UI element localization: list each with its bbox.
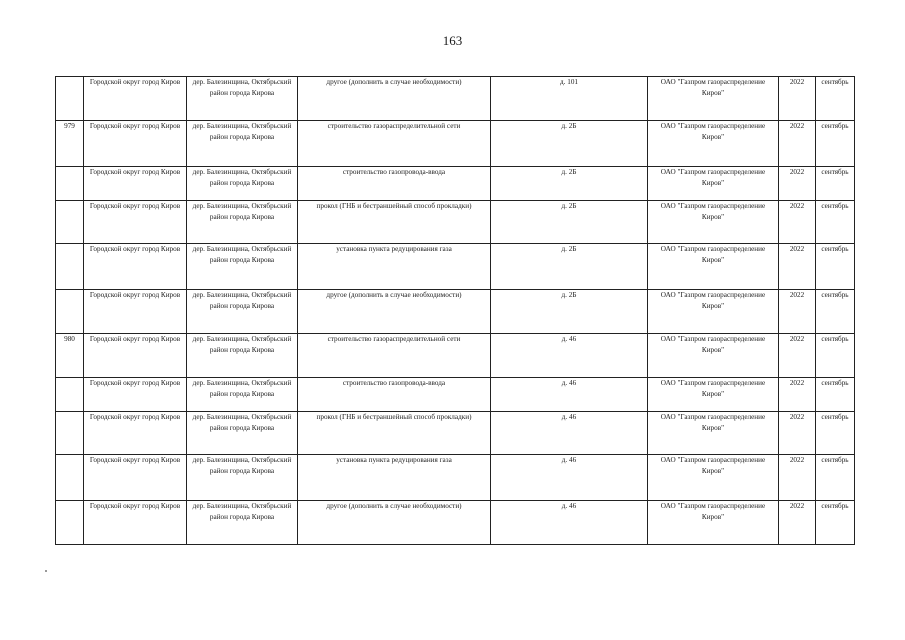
organization-cell: ОАО "Газпром газораспределение Киров": [648, 121, 779, 167]
work-type-cell: другое (дополнить в случае необходимости): [298, 77, 491, 121]
organization-cell: ОАО "Газпром газораспределение Киров": [648, 167, 779, 201]
table-row: [56, 121, 855, 167]
gasification-table: [55, 76, 855, 545]
municipality-cell: Городской округ город Киров: [84, 412, 187, 455]
page-number: 163: [442, 33, 463, 48]
table-row: [56, 455, 855, 501]
municipality-cell: Городской округ город Киров: [84, 501, 187, 545]
house-number-cell: д. 46: [491, 334, 648, 378]
table-row: [56, 77, 855, 121]
locality-cell: дер. Балезинщина, Октябрьский район города Кирова: [187, 455, 298, 501]
organization-cell: ОАО "Газпром газораспределение Киров": [648, 455, 779, 501]
month-cell: сентябрь: [816, 455, 855, 501]
work-type-cell: установка пункта редуцирования газа: [298, 455, 491, 501]
locality-cell: дер. Балезинщина, Октябрьский район города Кирова: [187, 121, 298, 167]
house-number-cell: д. 46: [491, 501, 648, 545]
year-cell: 2022: [779, 290, 816, 334]
house-number-cell: д. 2Б: [491, 121, 648, 167]
house-number-cell: д. 2Б: [491, 244, 648, 290]
row-number: [56, 501, 84, 545]
work-type-cell: строительство газораспределительной сети: [298, 334, 491, 378]
table-row: [56, 334, 855, 378]
municipality-cell: Городской округ город Киров: [84, 201, 187, 244]
municipality-cell: Городской округ город Киров: [84, 121, 187, 167]
organization-cell: ОАО "Газпром газораспределение Киров": [648, 290, 779, 334]
work-type-cell: строительство газораспределительной сети: [298, 121, 491, 167]
year-cell: 2022: [779, 501, 816, 545]
municipality-cell: Городской округ город Киров: [84, 334, 187, 378]
house-number-cell: д. 2Б: [491, 290, 648, 334]
locality-cell: дер. Балезинщина, Октябрьский район города Кирова: [187, 501, 298, 545]
row-number: [56, 167, 84, 201]
work-type-cell: установка пункта редуцирования газа: [298, 244, 491, 290]
year-cell: 2022: [779, 455, 816, 501]
month-cell: сентябрь: [816, 501, 855, 545]
work-type-cell: прокол (ГНБ и бестраншейный способ прокладки): [298, 412, 491, 455]
table-row: [56, 290, 855, 334]
organization-cell: ОАО "Газпром газораспределение Киров": [648, 201, 779, 244]
organization-cell: ОАО "Газпром газораспределение Киров": [648, 334, 779, 378]
house-number-cell: д. 46: [491, 455, 648, 501]
row-number: [56, 201, 84, 244]
table-row: [56, 201, 855, 244]
work-type-cell: строительство газопровода-ввода: [298, 167, 491, 201]
work-type-cell: прокол (ГНБ и бестраншейный способ прокладки): [298, 201, 491, 244]
house-number-cell: д. 2Б: [491, 201, 648, 244]
house-number-cell: д. 46: [491, 412, 648, 455]
locality-cell: дер. Балезинщина, Октябрьский район города Кирова: [187, 412, 298, 455]
month-cell: сентябрь: [816, 378, 855, 412]
locality-cell: дер. Балезинщина, Октябрьский район города Кирова: [187, 167, 298, 201]
organization-cell: ОАО "Газпром газораспределение Киров": [648, 77, 779, 121]
month-cell: сентябрь: [816, 77, 855, 121]
locality-cell: дер. Балезинщина, Октябрьский район города Кирова: [187, 378, 298, 412]
table-row: [56, 167, 855, 201]
house-number-cell: д. 2Б: [491, 167, 648, 201]
row-number: [56, 290, 84, 334]
organization-cell: ОАО "Газпром газораспределение Киров": [648, 412, 779, 455]
house-number-cell: д. 46: [491, 378, 648, 412]
municipality-cell: Городской округ город Киров: [84, 378, 187, 412]
table-row: [56, 378, 855, 412]
work-type-cell: другое (дополнить в случае необходимости): [298, 290, 491, 334]
municipality-cell: Городской округ город Киров: [84, 167, 187, 201]
organization-cell: ОАО "Газпром газораспределение Киров": [648, 501, 779, 545]
locality-cell: дер. Балезинщина, Октябрьский район города Кирова: [187, 77, 298, 121]
table-row: [56, 501, 855, 545]
month-cell: сентябрь: [816, 244, 855, 290]
year-cell: 2022: [779, 244, 816, 290]
scan-speck: [45, 570, 47, 572]
month-cell: сентябрь: [816, 290, 855, 334]
row-number: 979: [56, 121, 84, 167]
locality-cell: дер. Балезинщина, Октябрьский район города Кирова: [187, 201, 298, 244]
municipality-cell: Городской округ город Киров: [84, 77, 187, 121]
locality-cell: дер. Балезинщина, Октябрьский район города Кирова: [187, 290, 298, 334]
year-cell: 2022: [779, 334, 816, 378]
row-number: [56, 77, 84, 121]
year-cell: 2022: [779, 201, 816, 244]
month-cell: сентябрь: [816, 201, 855, 244]
work-type-cell: строительство газопровода-ввода: [298, 378, 491, 412]
year-cell: 2022: [779, 121, 816, 167]
table-row: [56, 412, 855, 455]
year-cell: 2022: [779, 412, 816, 455]
municipality-cell: Городской округ город Киров: [84, 455, 187, 501]
month-cell: сентябрь: [816, 334, 855, 378]
organization-cell: ОАО "Газпром газораспределение Киров": [648, 378, 779, 412]
house-number-cell: д. 101: [491, 77, 648, 121]
month-cell: сентябрь: [816, 412, 855, 455]
table-row: [56, 244, 855, 290]
municipality-cell: Городской округ город Киров: [84, 244, 187, 290]
table-body: [56, 77, 855, 545]
row-number: 980: [56, 334, 84, 378]
municipality-cell: Городской округ город Киров: [84, 290, 187, 334]
row-number: [56, 378, 84, 412]
row-number: [56, 455, 84, 501]
year-cell: 2022: [779, 378, 816, 412]
year-cell: 2022: [779, 167, 816, 201]
row-number: [56, 244, 84, 290]
year-cell: 2022: [779, 77, 816, 121]
locality-cell: дер. Балезинщина, Октябрьский район города Кирова: [187, 334, 298, 378]
locality-cell: дер. Балезинщина, Октябрьский район города Кирова: [187, 244, 298, 290]
month-cell: сентябрь: [816, 121, 855, 167]
organization-cell: ОАО "Газпром газораспределение Киров": [648, 244, 779, 290]
row-number: [56, 412, 84, 455]
month-cell: сентябрь: [816, 167, 855, 201]
work-type-cell: другое (дополнить в случае необходимости): [298, 501, 491, 545]
